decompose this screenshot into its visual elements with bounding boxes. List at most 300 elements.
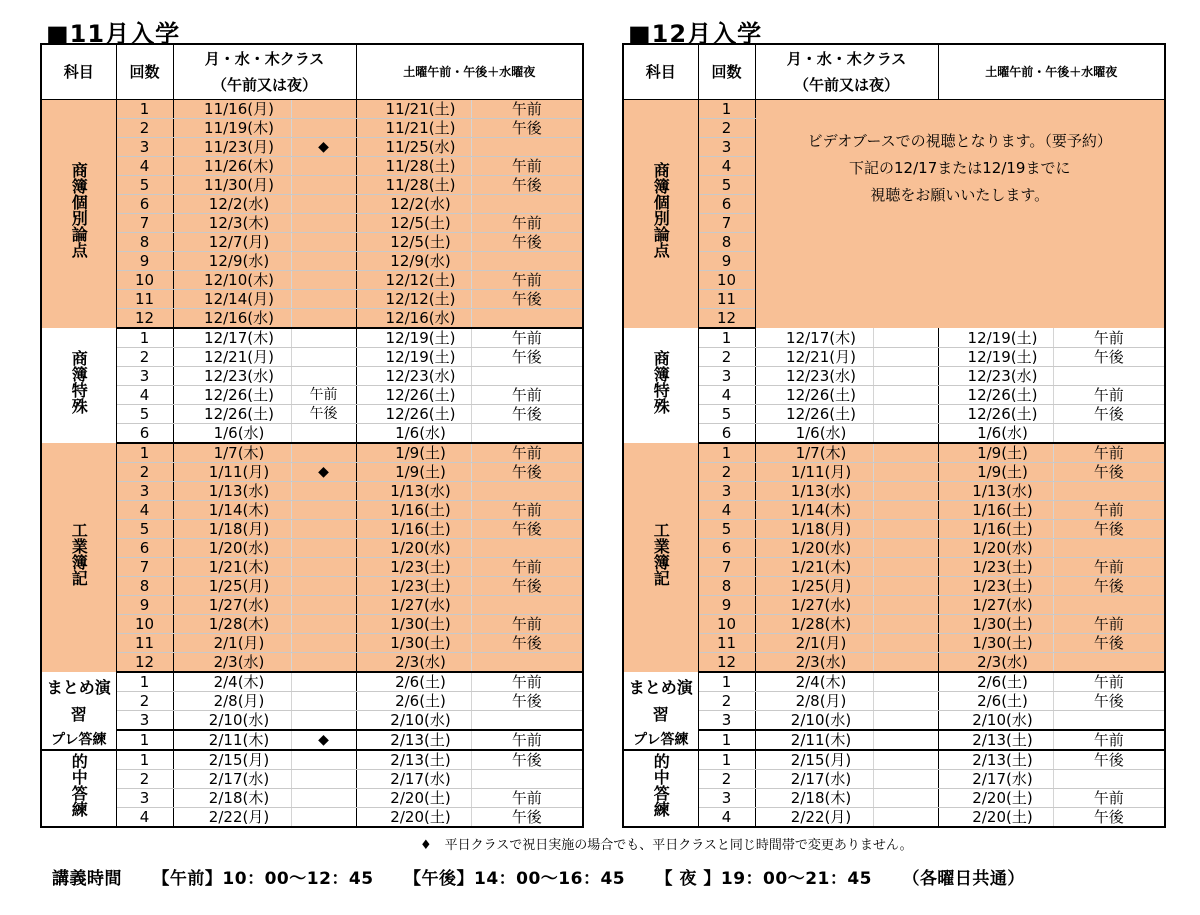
table-row	[623, 653, 1165, 673]
session-number: 10	[116, 271, 173, 290]
header-subject: 科目	[41, 44, 116, 100]
class-a-mark	[291, 214, 356, 233]
session-number: 5	[116, 405, 173, 424]
table-row	[41, 405, 583, 424]
class-a-date: 2/15(月)	[173, 750, 291, 770]
subject-name: 的中答練	[69, 752, 89, 817]
class-b-date: 12/12(土)	[356, 290, 471, 309]
session-number: 5	[116, 520, 173, 539]
class-a-date: 1/7(木)	[755, 443, 873, 463]
class-a-date: 12/23(水)	[755, 367, 873, 386]
class-a-date: 1/7(木)	[173, 443, 291, 463]
session-number: 9	[116, 252, 173, 271]
table-row	[623, 482, 1165, 501]
session-number: 3	[116, 367, 173, 386]
class-b-date: 12/9(水)	[356, 252, 471, 271]
subject-cell	[41, 750, 116, 827]
subject-cell	[41, 730, 116, 750]
class-b-date: 12/19(土)	[356, 328, 471, 348]
table-row	[623, 730, 1165, 750]
session-number: 11	[698, 634, 755, 653]
class-a-date: 1/6(水)	[173, 424, 291, 444]
session-number: 3	[116, 482, 173, 501]
header-subject: 科目	[623, 44, 698, 100]
class-b-date: 2/17(水)	[938, 770, 1053, 789]
class-a-mark	[873, 750, 938, 770]
session-number: 3	[698, 482, 755, 501]
class-a-mark	[873, 328, 938, 348]
class-b-date: 11/28(土)	[356, 157, 471, 176]
class-b-mark	[1053, 482, 1165, 501]
session-number: 2	[116, 119, 173, 138]
table-row	[623, 539, 1165, 558]
subject-cell	[623, 443, 698, 672]
subject-name: プレ答練	[51, 731, 107, 748]
class-a-mark	[873, 367, 938, 386]
class-a-date: 2/11(木)	[173, 730, 291, 750]
class-a-date: 2/11(木)	[755, 730, 873, 750]
subject-name: まとめ演習	[628, 678, 693, 724]
session-number: 3	[116, 789, 173, 808]
class-b-mark: 午後	[471, 692, 583, 711]
subject-name: 工業簿記	[651, 521, 671, 586]
class-a-date: 1/18(月)	[173, 520, 291, 539]
class-b-mark: 午後	[471, 520, 583, 539]
class-a-mark	[873, 501, 938, 520]
class-a-date: 12/3(木)	[173, 214, 291, 233]
table-row	[41, 100, 583, 119]
table-row	[41, 692, 583, 711]
class-a-mark: 午前	[291, 386, 356, 405]
class-a-mark	[291, 789, 356, 808]
class-b-mark	[471, 482, 583, 501]
class-b-mark: 午前	[1053, 672, 1165, 692]
table-row	[623, 808, 1165, 828]
lecture-hours-label: 講義時間	[52, 869, 122, 889]
session-number: 12	[698, 653, 755, 673]
class-b-mark	[471, 252, 583, 271]
class-a-date: 11/30(月)	[173, 176, 291, 195]
class-b-mark	[471, 596, 583, 615]
class-a-date: 12/23(水)	[173, 367, 291, 386]
session-number: 7	[116, 214, 173, 233]
table-row	[41, 328, 583, 348]
table-row	[623, 463, 1165, 482]
class-b-mark	[471, 309, 583, 329]
class-a-date: 2/3(水)	[173, 653, 291, 673]
class-b-date: 12/19(土)	[356, 348, 471, 367]
session-number: 4	[116, 808, 173, 828]
class-a-date: 12/17(木)	[755, 328, 873, 348]
class-b-date: 2/6(土)	[356, 692, 471, 711]
class-b-date: 1/16(土)	[356, 520, 471, 539]
table-row	[41, 424, 583, 444]
class-b-date: 2/10(水)	[356, 711, 471, 731]
session-number: 6	[116, 195, 173, 214]
class-a-mark	[873, 615, 938, 634]
class-a-mark	[291, 100, 356, 119]
class-a-mark	[291, 233, 356, 252]
class-b-mark: 午後	[471, 577, 583, 596]
session-number: 12	[698, 309, 755, 329]
class-b-date: 1/30(土)	[356, 634, 471, 653]
class-b-date: 2/6(土)	[938, 672, 1053, 692]
class-a-date: 1/11(月)	[755, 463, 873, 482]
subject-cell	[41, 100, 116, 329]
header-class-a-line2: （午前又は夜）	[211, 76, 317, 94]
holiday-footnote: ♦ 平日クラスで祝日実施の場合でも、平日クラスと同じ時間帯で変更ありません。	[420, 838, 913, 853]
table-row	[41, 730, 583, 750]
session-number: 2	[116, 348, 173, 367]
class-a-date: 12/14(月)	[173, 290, 291, 309]
class-a-date: 1/14(木)	[173, 501, 291, 520]
class-b-mark	[471, 770, 583, 789]
class-a-date: 1/21(木)	[755, 558, 873, 577]
class-a-mark	[873, 558, 938, 577]
class-a-mark	[873, 520, 938, 539]
video-booth-note: ビデオブースでの視聴となります。（要予約） 下記の12/17または12/19までに 視聴をお願いいたします。	[755, 100, 1165, 329]
lecture-hours-night: 【 夜 】19：00～21：45	[655, 869, 873, 889]
session-number: 2	[698, 770, 755, 789]
subject-name: 商簿特殊	[69, 349, 89, 414]
class-a-date: 11/16(月)	[173, 100, 291, 119]
class-b-date: 2/20(土)	[356, 808, 471, 828]
table-row	[41, 653, 583, 673]
class-b-mark: 午後	[1053, 808, 1165, 828]
session-number: 3	[698, 367, 755, 386]
session-number: 7	[698, 558, 755, 577]
class-b-date: 1/16(土)	[938, 501, 1053, 520]
session-number: 6	[698, 539, 755, 558]
class-a-date: 2/10(水)	[755, 711, 873, 731]
table-row	[623, 750, 1165, 770]
session-number: 9	[698, 252, 755, 271]
class-b-mark	[471, 539, 583, 558]
session-number: 3	[698, 789, 755, 808]
class-a-mark	[291, 672, 356, 692]
class-a-date: 12/17(木)	[173, 328, 291, 348]
class-b-mark: 午後	[471, 808, 583, 828]
session-number: 4	[116, 157, 173, 176]
class-a-date: 1/28(木)	[173, 615, 291, 634]
class-b-date: 1/23(土)	[938, 558, 1053, 577]
table-row	[41, 615, 583, 634]
session-number: 8	[698, 577, 755, 596]
class-b-date: 2/6(土)	[356, 672, 471, 692]
class-a-date: 12/26(土)	[755, 386, 873, 405]
class-b-mark	[1053, 424, 1165, 444]
class-b-mark: 午前	[471, 214, 583, 233]
session-number: 4	[116, 386, 173, 405]
class-a-date: 12/26(土)	[755, 405, 873, 424]
class-b-mark: 午後	[471, 119, 583, 138]
session-number: 6	[116, 424, 173, 444]
class-b-date: 1/9(土)	[938, 443, 1053, 463]
class-a-date: 2/4(木)	[755, 672, 873, 692]
session-number: 12	[116, 309, 173, 329]
class-b-mark: 午前	[471, 271, 583, 290]
class-a-mark	[291, 252, 356, 271]
class-a-date: 12/26(土)	[173, 405, 291, 424]
class-a-mark	[291, 577, 356, 596]
table-row	[623, 367, 1165, 386]
class-b-mark: 午後	[471, 290, 583, 309]
session-number: 8	[116, 233, 173, 252]
table-row	[623, 520, 1165, 539]
subject-name: 商簿個別論点	[69, 162, 89, 258]
table-row	[41, 386, 583, 405]
header-count: 回数	[116, 44, 173, 100]
session-number: 9	[698, 596, 755, 615]
class-b-mark: 午後	[1053, 750, 1165, 770]
class-a-date: 2/18(木)	[173, 789, 291, 808]
table-row	[623, 770, 1165, 789]
class-b-mark	[471, 653, 583, 673]
class-a-mark: ◆	[291, 463, 356, 482]
table-row	[41, 195, 583, 214]
table-row	[623, 386, 1165, 405]
class-b-mark	[1053, 653, 1165, 673]
session-number: 1	[116, 100, 173, 119]
class-b-date: 1/27(水)	[356, 596, 471, 615]
table-row	[41, 157, 583, 176]
class-a-date: 11/19(木)	[173, 119, 291, 138]
class-a-mark	[873, 482, 938, 501]
class-b-mark	[471, 424, 583, 444]
table-row	[41, 463, 583, 482]
class-b-date: 12/26(土)	[938, 405, 1053, 424]
class-b-date: 1/9(土)	[356, 463, 471, 482]
class-a-date: 1/21(木)	[173, 558, 291, 577]
class-a-mark: ◆	[291, 138, 356, 157]
class-a-date: 1/20(水)	[755, 539, 873, 558]
table-row	[41, 558, 583, 577]
class-b-mark: 午前	[471, 157, 583, 176]
session-number: 3	[116, 711, 173, 731]
session-number: 2	[116, 692, 173, 711]
session-number: 1	[116, 328, 173, 348]
class-b-date: 1/23(土)	[356, 558, 471, 577]
class-b-mark: 午前	[471, 100, 583, 119]
class-b-mark: 午前	[1053, 501, 1165, 520]
class-a-mark	[873, 577, 938, 596]
class-b-date: 1/27(水)	[938, 596, 1053, 615]
subject-name: 商簿個別論点	[651, 162, 671, 258]
class-a-mark	[291, 290, 356, 309]
session-number: 7	[116, 558, 173, 577]
class-a-mark: 午後	[291, 405, 356, 424]
class-b-mark	[471, 138, 583, 157]
session-number: 1	[698, 750, 755, 770]
table-row	[623, 405, 1165, 424]
class-b-mark	[471, 195, 583, 214]
session-number: 1	[116, 672, 173, 692]
session-number: 10	[116, 615, 173, 634]
class-b-mark: 午前	[1053, 730, 1165, 750]
session-number: 9	[116, 596, 173, 615]
class-a-date: 1/28(木)	[755, 615, 873, 634]
class-a-date: 12/2(水)	[173, 195, 291, 214]
class-b-date: 12/19(土)	[938, 328, 1053, 348]
class-a-mark	[291, 328, 356, 348]
class-b-mark: 午前	[471, 328, 583, 348]
subject-cell	[623, 328, 698, 443]
table-row	[41, 214, 583, 233]
table-row	[41, 482, 583, 501]
session-number: 11	[116, 290, 173, 309]
class-a-mark	[291, 615, 356, 634]
class-b-mark: 午前	[471, 501, 583, 520]
class-b-mark: 午前	[1053, 443, 1165, 463]
class-b-date: 2/13(土)	[356, 730, 471, 750]
class-b-mark	[1053, 367, 1165, 386]
class-a-mark	[873, 539, 938, 558]
session-number: 1	[698, 100, 755, 119]
class-b-mark: 午後	[1053, 577, 1165, 596]
class-b-date: 1/23(土)	[356, 577, 471, 596]
class-b-mark: 午前	[1053, 328, 1165, 348]
table-row	[41, 271, 583, 290]
class-a-date: 11/26(木)	[173, 157, 291, 176]
subject-cell	[41, 443, 116, 672]
class-b-date: 2/17(水)	[356, 770, 471, 789]
class-a-mark	[873, 386, 938, 405]
table-row	[41, 233, 583, 252]
class-b-date: 1/20(水)	[938, 539, 1053, 558]
class-b-date: 2/20(土)	[938, 808, 1053, 828]
subject-cell	[623, 100, 698, 329]
class-b-date: 12/16(水)	[356, 309, 471, 329]
table-row	[623, 328, 1165, 348]
class-a-mark	[291, 271, 356, 290]
class-a-date: 2/1(月)	[173, 634, 291, 653]
table-row	[623, 711, 1165, 731]
class-a-mark	[291, 195, 356, 214]
table-row	[41, 808, 583, 828]
class-b-date: 12/12(土)	[356, 271, 471, 290]
class-b-date: 1/23(土)	[938, 577, 1053, 596]
table-row	[41, 176, 583, 195]
class-a-mark	[873, 348, 938, 367]
class-a-date: 2/8(月)	[755, 692, 873, 711]
class-a-mark	[291, 770, 356, 789]
class-a-mark	[873, 443, 938, 463]
session-number: 5	[698, 520, 755, 539]
session-number: 2	[698, 692, 755, 711]
lecture-hours-pm: 【午後】14：00～16：45	[403, 869, 626, 889]
subject-cell	[41, 672, 116, 730]
session-number: 5	[116, 176, 173, 195]
subject-name: 的中答練	[651, 752, 671, 817]
header-count: 回数	[698, 44, 755, 100]
session-number: 2	[698, 463, 755, 482]
class-b-mark: 午前	[471, 615, 583, 634]
class-b-mark: 午前	[471, 386, 583, 405]
lecture-hours	[52, 864, 1049, 889]
class-b-date: 2/10(水)	[938, 711, 1053, 731]
session-number: 3	[698, 711, 755, 731]
class-a-date: 2/4(木)	[173, 672, 291, 692]
subject-cell	[623, 672, 698, 730]
lecture-hours-common: （各曜日共通）	[902, 869, 1025, 889]
session-number: 1	[698, 328, 755, 348]
subject-cell	[623, 730, 698, 750]
class-a-mark	[291, 634, 356, 653]
class-b-date: 1/6(水)	[938, 424, 1053, 444]
table-row	[41, 711, 583, 731]
table-row	[41, 119, 583, 138]
class-b-date: 2/3(水)	[938, 653, 1053, 673]
table-row	[623, 443, 1165, 463]
class-a-date: 2/10(水)	[173, 711, 291, 731]
class-b-mark	[1053, 539, 1165, 558]
session-number: 11	[116, 634, 173, 653]
session-number: 10	[698, 615, 755, 634]
class-a-mark	[873, 730, 938, 750]
table-row	[41, 770, 583, 789]
class-a-mark	[291, 424, 356, 444]
class-a-date: 1/27(水)	[173, 596, 291, 615]
class-b-date: 12/23(水)	[356, 367, 471, 386]
table-row	[623, 424, 1165, 444]
class-b-date: 11/21(土)	[356, 119, 471, 138]
class-b-mark: 午後	[1053, 348, 1165, 367]
table-row	[41, 309, 583, 329]
table-row	[623, 501, 1165, 520]
class-b-mark: 午前	[1053, 615, 1165, 634]
class-a-mark: ◆	[291, 730, 356, 750]
session-number: 1	[698, 443, 755, 463]
class-a-date: 1/11(月)	[173, 463, 291, 482]
class-a-mark	[873, 463, 938, 482]
class-a-date: 1/14(木)	[755, 501, 873, 520]
class-a-date: 12/9(水)	[173, 252, 291, 271]
session-number: 12	[116, 653, 173, 673]
class-b-mark	[471, 711, 583, 731]
class-b-mark: 午前	[471, 730, 583, 750]
class-a-date: 12/10(木)	[173, 271, 291, 290]
class-a-mark	[291, 348, 356, 367]
session-number: 4	[698, 157, 755, 176]
session-number: 4	[116, 501, 173, 520]
header-class-a-line1: 月・水・木クラス	[786, 50, 907, 68]
class-b-date: 2/6(土)	[938, 692, 1053, 711]
header-class-a	[173, 44, 356, 100]
class-b-date: 11/21(土)	[356, 100, 471, 119]
class-b-date: 2/13(土)	[356, 750, 471, 770]
class-a-date: 2/15(月)	[755, 750, 873, 770]
table-row	[41, 596, 583, 615]
class-b-mark: 午後	[471, 634, 583, 653]
session-number: 1	[698, 730, 755, 750]
class-a-mark	[291, 558, 356, 577]
class-b-mark: 午後	[471, 348, 583, 367]
session-number: 8	[116, 577, 173, 596]
class-a-mark	[291, 443, 356, 463]
class-a-mark	[291, 692, 356, 711]
class-b-date: 12/5(土)	[356, 233, 471, 252]
table-row	[41, 348, 583, 367]
header-row	[623, 44, 1165, 100]
class-b-date: 1/13(水)	[938, 482, 1053, 501]
table-row	[623, 348, 1165, 367]
session-number: 4	[698, 501, 755, 520]
subject-name: まとめ演習	[46, 678, 111, 724]
class-a-date: 2/8(月)	[173, 692, 291, 711]
class-b-date: 2/13(土)	[938, 750, 1053, 770]
class-b-date: 1/30(土)	[938, 615, 1053, 634]
class-b-date: 2/3(水)	[356, 653, 471, 673]
